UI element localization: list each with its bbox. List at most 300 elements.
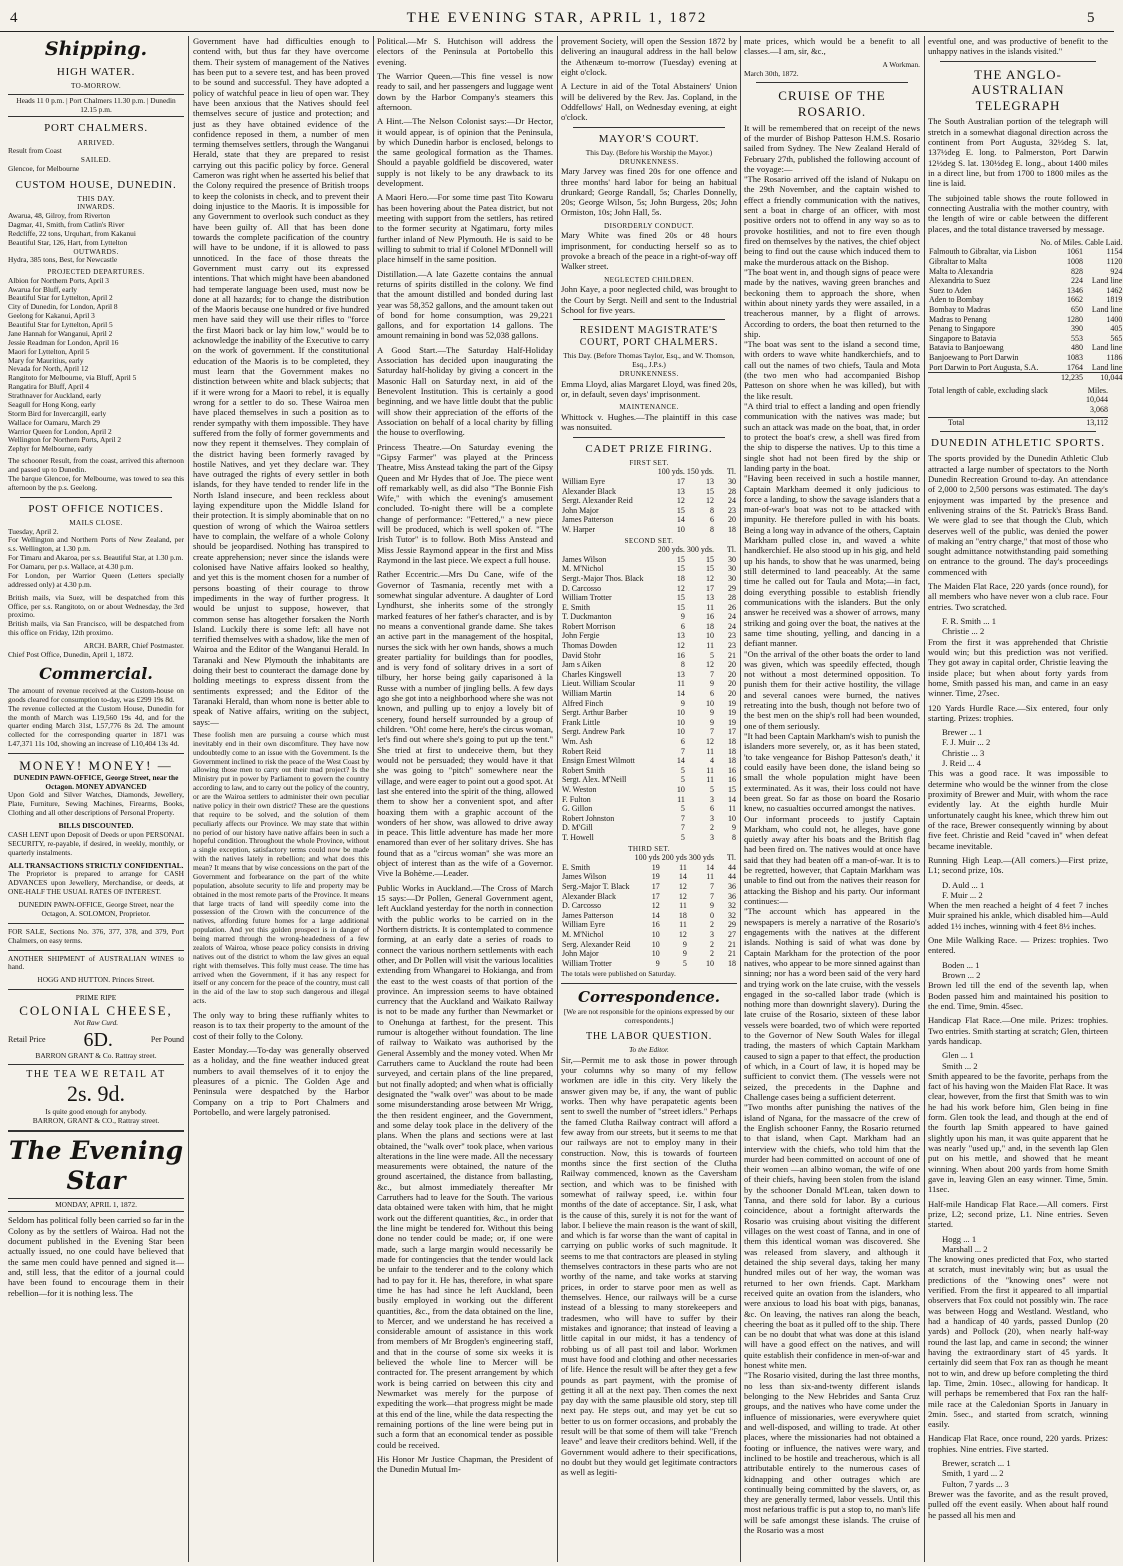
row-value: 18 xyxy=(728,524,736,534)
table-row xyxy=(561,795,737,805)
row-value: 0 xyxy=(710,910,714,920)
row-name: Sergt.-Major Thos. Black xyxy=(562,573,644,583)
sailed-text: Glencoe, for Melbourne xyxy=(8,163,80,173)
pawn-text: Upon Gold and Silver Watches, Diamonds, Jewellery, Plate, Furniture, Sewing Machines, Firearms, Books, Clothing and all other descriptions of Personal Property. xyxy=(8,790,184,818)
row-value: 1008 xyxy=(1067,257,1084,267)
table-row xyxy=(561,515,737,525)
row-value: 17 xyxy=(651,881,660,891)
race-4: One Mile Walking Race. — Prizes: trophies. Two entered. xyxy=(928,935,1108,956)
row-name: Sergt. Alex. M'Neill xyxy=(562,775,627,785)
retail-label: Retail Price xyxy=(8,1034,46,1044)
race-3: Running High Leap.—(All comers.)—First prize, L1; second prize, 10s. xyxy=(928,854,1108,876)
row-value: 18 xyxy=(676,573,685,583)
column-rule xyxy=(188,36,189,1562)
race-6: Half-mile Handicap Flat Race.—All comers. First prize, L2; second prize, L1. Nine entries. Seven started. xyxy=(928,1198,1108,1230)
row-value: 6 xyxy=(710,515,714,525)
row-name: David Stohr xyxy=(562,650,601,660)
table-row xyxy=(561,959,737,969)
row-value: 26 xyxy=(728,602,736,612)
row-value: 10 xyxy=(706,631,714,641)
row-value: 14 xyxy=(651,910,660,920)
divider xyxy=(8,989,184,990)
table-row xyxy=(928,257,1123,267)
table-row xyxy=(561,622,737,632)
table-row xyxy=(561,920,737,930)
row-value: 14 xyxy=(678,872,687,882)
row-value: 3 xyxy=(710,813,714,823)
projected-heading: PROJECTED DEPARTURES. xyxy=(47,268,145,277)
outwards-label: OUTWARDS. xyxy=(73,247,119,256)
news-warrior-queen: The Warrior Queen.—This fine vessel is now ready to sail, and her passengers and luggage went down by the Harbor Company's steamers this afternoon. xyxy=(377,70,553,112)
row-value: 1083 xyxy=(1067,352,1084,362)
row-value: 9 xyxy=(710,901,714,911)
per-pound-label: Per Pound xyxy=(150,1034,184,1044)
row-value: 23 xyxy=(728,631,736,641)
row-value: 5 xyxy=(680,775,685,785)
row-value: 24 xyxy=(728,621,736,631)
divider xyxy=(8,1130,184,1132)
row-name: Charles Kingswell xyxy=(562,669,622,679)
row-value: 19 xyxy=(728,717,736,727)
row-value: 11 xyxy=(679,920,687,930)
row-value: 11 xyxy=(706,641,714,651)
row-value: 17 xyxy=(706,583,714,593)
table-row xyxy=(561,718,737,728)
row-name: Gibraltar to Malta xyxy=(929,257,987,267)
race-3-report: When the men reached a height of 4 feet 7 inches Muir sprained his ankle, which disabled him—Auld added 1½ inches, winning with 4 feet 8½ inches. xyxy=(928,900,1108,931)
table-row xyxy=(561,949,737,959)
row-value: 1280 xyxy=(1067,314,1084,324)
cheese-price-row xyxy=(8,1028,184,1052)
row-value: 828 xyxy=(1071,266,1084,276)
row-name: Alexandria to Suez xyxy=(929,276,991,286)
row-name: Robert Smith xyxy=(562,765,605,775)
row-value: 12 xyxy=(706,660,714,670)
post-signature: ARCH. BARR, Chief Postmaster. xyxy=(83,641,184,651)
row-value: Land line xyxy=(1091,362,1123,372)
disorderly-label: DISORDERLY CONDUCT. xyxy=(604,221,694,230)
row-value: 9 xyxy=(680,698,685,708)
row-name: William Eyre xyxy=(562,476,605,486)
row-value: 10 xyxy=(676,717,685,727)
row-value: 8 xyxy=(710,505,714,515)
news-maori-hero: A Maori Hero.—For some time past Tito Kowaru has been hovering about the Patea district, but not meeting with support from the settlers, has retired to the former security at Ngatimaru, forty miles further inland of New Plymouth. He is said to be willing to submit to trial if Colonel M'Donnell will place himself in the same position. xyxy=(377,192,553,265)
row-value: 13 xyxy=(706,593,714,603)
row-value: 36 xyxy=(728,891,736,901)
table-row xyxy=(928,305,1123,315)
row-value: 13 xyxy=(706,476,714,486)
row-value: 10 xyxy=(651,939,660,949)
masthead xyxy=(0,0,1114,32)
column-rule xyxy=(373,36,374,1562)
table-row xyxy=(561,892,737,902)
row-value: 15 xyxy=(706,486,714,496)
row-name: Serg.-Major T. Black xyxy=(562,881,630,891)
row-value: 11 xyxy=(706,765,714,775)
news-rather-eccentric: Rather Eccentric.—Mrs Du Cane, wife of the Governor of Tasmania, recently met with a somewhat singular adventure. A daughter of Lord Lyndhurst, she inherits some of the strongly marked features of her father's character, and is by no means a conventional grande dame. She takes an active part in the management of the hospital, nurses the sick with her own hands, shows a much greater partiality for buildings than for poodles, and is very fond of solitary drives in a sort of tilbury, her horse being gaily caparisoned à la Russe with a number of jingling bells. A few days ago she got into a neighborhood where she was not known, and pulling up to enjoy a lovely bit of scenery, found herself surrounded by a group of children. "Oh! come here, here's the circus woman, let's find out where she's going to put up the tent." She tried at first to undeceive them, but they would not be persuaded; they would have it that she was going to "pitch" somewhere near the village, and were eager to point out a good spot. At last she entered into the spirit of the thing, allowed them to show her a convenient spot, and after hoaxing them with a graphic account of the wonders of her show, was allowed to drive away in peace. This little adventure has made her more enamored than ever of her solitary drives. She has found that as a "circus woman" she was more an object of interest than as the wife of a Governor. Vive la Bohème.—Leader. xyxy=(377,569,553,879)
divider xyxy=(573,437,725,438)
row-value: 20 xyxy=(728,679,736,689)
cable-length-values: Miles. 10,044 3,068 xyxy=(1086,385,1108,414)
race-1: The Maiden Flat Race, 220 yards (once round), for all members who have never won a club race. Four entries. Two scratched. xyxy=(928,581,1108,612)
race-4-report: Brown led till the end of the seventh lap, when Boden passed him and maintained his position to the end. Time, 9min. 45sec. xyxy=(928,980,1108,1011)
table-row xyxy=(561,679,737,689)
proprietor-text: The Proprietor is prepared to arrange for CASH ADVANCES upon Jewellery, Merchandise, or deeds, at ONE-HALF THE USUAL RATES OF INTEREST. xyxy=(8,869,184,897)
table-row xyxy=(561,747,737,757)
row-value: 12 xyxy=(676,583,685,593)
row-value: 12 xyxy=(678,891,687,901)
correspondence-heading: Correspondence. xyxy=(578,988,720,1007)
custom-house-heading: CUSTOM HOUSE, DUNEDIN. xyxy=(15,178,177,191)
row-value: 8 xyxy=(710,524,714,534)
drunkenness-label: DRUNKENNESS. xyxy=(619,157,679,166)
row-value: 27 xyxy=(728,929,736,939)
row-value: 6 xyxy=(680,621,685,631)
row-name: John Fergie xyxy=(562,631,600,641)
issue-date: MONDAY, APRIL 1, 1872. xyxy=(8,1198,184,1213)
row-value: 5 xyxy=(710,784,714,794)
row-name: Sergt. Andrew Park xyxy=(562,727,625,737)
letter-date: March 30th, 1872. xyxy=(744,68,799,78)
row-value: 12 xyxy=(706,496,714,506)
row-value: 4 xyxy=(710,756,714,766)
row-value: 1819 xyxy=(1106,295,1123,305)
row-value: 12 xyxy=(676,496,685,506)
correspondence-disclaimer: [We are not responsible for the opinions expressed by our correspondents.] xyxy=(563,1007,735,1026)
to-the-editor: To the Editor. xyxy=(629,1044,669,1054)
table-row xyxy=(928,363,1123,373)
telegraph-heading: THE ANGLO-AUSTRALIAN TELEGRAPH xyxy=(971,66,1065,113)
row-value: 14 xyxy=(676,515,685,525)
table-row xyxy=(928,343,1123,353)
post-signature-2: Chief Post Office, Dunedin, April 1, 1872. xyxy=(8,649,134,659)
race-2-results: Brewer ... 1 F. J. Muir ... 2 Christie ... 3 J. Reid ... 4 xyxy=(942,727,991,769)
row-value: 9 xyxy=(710,717,714,727)
barron-grant-2: BARRON, GRANT & CO., Rattray street. xyxy=(32,1115,160,1125)
row-name: William Trotter xyxy=(562,593,612,603)
row-value: 9 xyxy=(732,823,736,833)
row-value: 13 xyxy=(676,486,685,496)
row-value: 7 xyxy=(680,813,685,823)
row-name: Sergt. Alexander Reid xyxy=(562,496,633,506)
race-3-results: D. Auld ... 1 F. Muir ... 2 xyxy=(942,879,985,900)
row-value: 18 xyxy=(706,621,714,631)
not-raw-curd: Not Raw Curd. xyxy=(73,1017,119,1027)
row-value: 1061 xyxy=(1067,247,1084,257)
inwards-text: Awarua, 48, Gilroy, from Riverton Dagmar, 41, Smith, from Catlin's River Redcliffe, 22 tons, Urquhart, from Kakanui Beautiful Star, 126, Hart, from Lyttelton xyxy=(8,211,136,247)
tide-table: Heads 11 0 p.m. | Port Chalmers 11.30 p.m. | Dunedin 12.15 p.m. xyxy=(8,94,184,118)
commercial-text: The amount of revenue received at the Custom-house on goods cleared for consumption to-day, was £299 19s 8d. The revenue collected at the Custom House, Dunedin for the month of March was L19,560 19s 4d, and for the quarter ending March 31st, L57,776 8s 2d. The amount collected for the corresponding quarter in 1871 was L47,371 11s 10d, showing an increase of L10,404 13s 4d. xyxy=(8,685,184,749)
page-number-right: 5 xyxy=(1087,10,1096,26)
row-value: 5 xyxy=(710,650,714,660)
row-name: Robert Johnston xyxy=(562,813,615,823)
row-name: Aden to Bombay xyxy=(929,295,984,305)
row-name: Penang to Singapore xyxy=(929,324,996,334)
row-name: James Wilson xyxy=(562,554,607,564)
row-name: D. M'Gill xyxy=(562,823,593,833)
row-value: 11 xyxy=(728,804,736,814)
table-row xyxy=(561,603,737,613)
row-value: 5 xyxy=(682,958,687,968)
row-name: G. Gillon xyxy=(562,804,593,814)
row-value: Land line xyxy=(1091,343,1123,353)
row-value: 3 xyxy=(710,929,714,939)
row-value: 11 xyxy=(679,862,687,872)
race-5-results: Glen ... 1 Smith ... 2 xyxy=(942,1050,978,1071)
row-name: T. Howell xyxy=(562,832,594,842)
row-name: Jam s Aiken xyxy=(562,660,602,670)
table-row xyxy=(928,353,1123,363)
shipping-note: The schooner Result, from the coast, arrived this afternoon and passed up to Dunedin. The barque Glencoe, for Melbourne, was towed to sea this afternoon by the p.s. Geelong. xyxy=(8,456,184,492)
cable-length-label: Total length of cable, excluding slack xyxy=(928,385,1048,395)
table-row xyxy=(561,555,737,565)
row-value: 18 xyxy=(728,756,736,766)
row-value: 1346 xyxy=(1067,285,1084,295)
table-row xyxy=(561,872,737,882)
row-value: 565 xyxy=(1110,333,1123,343)
letter-end: mate prices, which would be a benefit to all classes.—I am, sir, &c., xyxy=(744,36,920,57)
row-value: 18 xyxy=(678,910,687,920)
row-value: 10 xyxy=(651,929,660,939)
row-value: 16 xyxy=(651,920,660,930)
table-row xyxy=(561,911,737,921)
table-row xyxy=(561,833,737,843)
row-value: 24 xyxy=(728,496,736,506)
row-value: 9 xyxy=(710,708,714,718)
row-value: 44 xyxy=(728,862,736,872)
table-header-row: 100 yds. 150 yds. Tl. xyxy=(657,467,736,477)
row-name: W. Harper xyxy=(562,524,596,534)
row-value: 1462 xyxy=(1106,285,1123,295)
row-value: 1400 xyxy=(1106,314,1123,324)
row-name: D. Carcosso xyxy=(562,901,602,911)
table-row xyxy=(928,324,1123,334)
rm-court-heading: RESIDENT MAGISTRATE'S COURT, PORT CHALMERS. xyxy=(579,325,719,349)
row-name: Singapore to Batavia xyxy=(929,333,997,343)
row-value: 10 xyxy=(728,813,736,823)
table-header-row: 100 yds 200 yds 300 yds Tl. xyxy=(634,853,736,863)
cable-length-row xyxy=(928,386,1108,415)
divider xyxy=(573,127,725,128)
cable-total-row xyxy=(928,417,1108,428)
rosario-heading: CRUISE OF THE ROSARIO. xyxy=(778,88,886,119)
news-justice-chapman: His Honor Mr Justice Chapman, the President of the Dunedin Mutual Im- xyxy=(377,1453,553,1475)
row-value: 1120 xyxy=(1106,257,1123,267)
row-value: 3 xyxy=(710,832,714,842)
row-value: 15 xyxy=(676,554,685,564)
row-value: 224 xyxy=(1071,276,1084,286)
row-name: John Major xyxy=(562,949,599,959)
sailed-label: SAILED. xyxy=(80,156,112,165)
row-value: 32 xyxy=(728,910,736,920)
telegraph-text-2: The subjoined table shows the route followed in connecting Australia with the mother country, with the length of wire or cable between the different places, and the total distance traversed by message. xyxy=(928,192,1108,234)
tea-heading: THE TEA WE RETAIL AT xyxy=(26,1069,166,1081)
neglected-label: NEGLECTED CHILDREN. xyxy=(604,275,694,284)
post-office-heading: POST OFFICE NOTICES. xyxy=(28,502,164,515)
row-name: John Major xyxy=(562,505,599,515)
row-value: 13 xyxy=(676,631,685,641)
row-value: 11 xyxy=(679,901,687,911)
row-value: 12 xyxy=(678,929,687,939)
arrived-label: ARRIVED. xyxy=(77,138,115,147)
high-water-heading: HIGH WATER. xyxy=(56,65,136,78)
row-value: 10 xyxy=(676,708,685,718)
table-row xyxy=(561,814,737,824)
row-name: Wm. Ash xyxy=(562,737,593,747)
mails-close-label: MAILS CLOSE. xyxy=(69,518,123,527)
row-value: 32 xyxy=(728,901,736,911)
row-name: M. M'Nichol xyxy=(562,929,604,939)
pawn-signature: DUNEDIN PAWN-OFFICE, George Street, near the Octagon, A. SOLOMON, Proprietor. xyxy=(18,900,174,918)
row-value: 28 xyxy=(728,593,736,603)
outwards-text: Hydra, 385 tons, Best, for Newcastle xyxy=(8,255,118,265)
row-value: 15 xyxy=(706,564,714,574)
third-set-label: THIRD SET. xyxy=(628,844,670,853)
row-name: William Eyre xyxy=(562,920,605,930)
post-text-2: British mails, via Suez, will be despatched from this Office, per s.s. Rangitoto, on or about Wednesday, the 3rd proximo. British mails, via San Francisco, will be despatched from this office on Friday, 12th proximo. xyxy=(8,592,184,638)
row-value: 1662 xyxy=(1067,295,1084,305)
disorderly-text: Mary White was fined 20s or 48 hours imprisonment, for conducting herself so as to provoke a breach of the peace in a right-of-way off Walker street. xyxy=(561,230,737,272)
table-row xyxy=(561,727,737,737)
money-heading: MONEY! MONEY! — xyxy=(19,758,173,774)
row-name: Thomas Dowden xyxy=(562,641,617,651)
row-name: Banjoewang to Port Darwin xyxy=(929,352,1019,362)
row-value: 20 xyxy=(728,669,736,679)
second-set-label: SECOND SET. xyxy=(624,536,674,545)
row-value: 10 xyxy=(676,524,685,534)
news-good-start: A Good Start.—The Saturday Half-Holiday Association has decided upon inaugurating the Saturday half-holiday by giving a concert in the Masonic Hall on Saturday next, in aid of the Benevolent Institution. This is certainly a good beginning, and we have little doubt that the public will show their appreciation of the efforts of the Association on behalf of a local charity by filling the house to overflowing. xyxy=(377,344,553,438)
divider xyxy=(20,497,172,498)
row-name: James Patterson xyxy=(562,515,614,525)
row-value: 6 xyxy=(680,737,685,747)
row-name: Frank Little xyxy=(562,717,600,727)
divider xyxy=(8,950,184,951)
race-7-report: Brewer was the favorite, and as the result proved, pulled off the event easily. When about half round he passed all his men and xyxy=(928,1489,1108,1520)
row-value: 23 xyxy=(728,641,736,651)
row-name: D. Carcosso xyxy=(562,583,602,593)
mayors-court-sub: This Day. (Before his Worship the Mayor.) xyxy=(585,147,713,157)
drunkenness-text: Mary Jarvey was fined 20s for one offence and three months' hard labor for being an habitual drunkard; George Randall, 5s; Charles Donnelly, 20s; George Wilson, 5s; John Burgess, 20s; John Ormiston, 10s; John Hall, 5s. xyxy=(561,166,737,218)
row-name: Sergt. Arthur Barber xyxy=(562,708,628,718)
row-value: 28 xyxy=(728,486,736,496)
column-rule xyxy=(924,36,925,1562)
hogg-hutton: HOGG AND HUTTON. Princes Street. xyxy=(37,975,155,985)
table-row xyxy=(561,641,737,651)
neglected-text: John Kaye, a poor neglected child, was brought to the Court by Sergt. Neill and sent to the Industrial School for five years. xyxy=(561,284,737,315)
row-value: 13 xyxy=(676,669,685,679)
race-7: Handicap Flat Race, once round, 220 yards. Prizes: trophies. Nine entries. Five started. xyxy=(928,1433,1108,1454)
row-name: Suez to Aden xyxy=(929,285,972,295)
drunkenness-2-label: DRUNKENNESS. xyxy=(619,369,679,378)
tea-note: Is quite good enough for anybody. xyxy=(45,1106,147,1116)
row-value: 2 xyxy=(710,939,714,949)
row-value: 30 xyxy=(728,573,736,583)
row-value: 2 xyxy=(710,949,714,959)
rosario-end: eventful one, and was productive of benefit to the unhappy natives in the islands visited." xyxy=(928,36,1108,57)
table-row xyxy=(561,756,737,766)
race-2-report: This was a good race. It was impossible to determine who would be the winner from the close proximity of Brewer and Muir, with whom the race evidently lay. At the eighth hurdle Muir unfortunately caught his knee, which threw him out of the race, Brewer consequently winning by about five feet. Christie and Reid "caved in" when defeat became inevitable. xyxy=(928,768,1108,851)
departures-list: Albion for Northern Ports, April 3 Awarua for Bluff, early Beautiful Star for Lyttelton, April 2 City of Dunedin, for London, April 8 Geelong for Kakanui, April 3 Beautiful Star for Lyttelton, April 5 Jane Hannah for Wanganui, April 2 Jessie Readman for London, April 16 Maori for Lyttelton, April 5 Mary for Mauritius, early Nevada for North, April 12 Rangitoto for Melbourne, via Bluff, April 5 Rangatira for Bluff, April 4 Strathnaver for Auckland, early Seagull for Hong Kong, early Storm Bird for Invercargill, early Wallace for Oamaru, March 29 Warrior Queen for London, April 2 Wellington for Northern Ports, April 2 Zephyr for Melbourne, early xyxy=(8,275,137,454)
row-value: 10 xyxy=(706,698,714,708)
column-1 xyxy=(8,36,184,1562)
this-day-label: THIS DAY. xyxy=(77,194,115,203)
athletic-sports-intro: The sports provided by the Dunedin Athletic Club attracted a large number of spectators to the North Dunedin Recreation Ground to-day. An attendance of 2,000 to 2,500 persons was estimated. The day's enjoyment was imparted by the presence and enlivening strains of the St. Patrick's Brass Band. We were glad to see that though the Club, which deserves well of the public, was denied the power of making an "entry charge," that most of those who sought admittance notwithstanding paid something on entrance to the ground. The day's proceedings commenced with xyxy=(928,453,1108,577)
column-3 xyxy=(377,36,553,1562)
port-chalmers-heading: PORT CHALMERS. xyxy=(44,122,148,135)
table-row xyxy=(561,593,737,603)
row-name: Falmouth to Gibraltar, via Lisbon xyxy=(929,247,1037,257)
row-value: 23 xyxy=(728,505,736,515)
confidential-label: ALL TRANSACTIONS STRICTLY CONFIDENTIAL. xyxy=(8,860,184,870)
row-value: 7 xyxy=(710,891,714,901)
row-value: 15 xyxy=(676,593,685,603)
table-row xyxy=(561,882,737,892)
table-row xyxy=(561,631,737,641)
row-value: 15 xyxy=(728,784,736,794)
column-5 xyxy=(744,36,920,1562)
news-distillation: Distillation.—A late Gazette contains the annual returns of spirits distilled in the colony. We find that the amount distilled and bonded during last year was 58,352 gallons, and the amount taken out of bond for home consumption, was 29,221 gallons, and for exportation 14 gallons. The amount remaining in bond was 52,038 gallons. xyxy=(377,268,553,341)
news-princess-theatre: Princess Theatre.—On Saturday evening the "Gipsy Farmer" was played at the Princess Theatre, Miss Anstead taking the part of the Gipsy Queen and Mr Hydes that of Joe. The piece went off remarkably well, as did also "The Bonnie Fish Wife," with which the evening's amusement concluded. To-night there will be a complete change of performance: "Fettered," a new piece will be produced, which is well spoken of. "The Irish Tutor" is to follow. Both Miss Anstead and Miss Jessie Raymond appear in the first and Miss Raymond in the last piece. We expect a full house. xyxy=(377,441,553,565)
page-title: THE EVENING STAR, APRIL 1, 1872 xyxy=(406,10,708,26)
table-row xyxy=(928,276,1123,286)
row-value: 924 xyxy=(1110,266,1123,276)
maintenance-text: Whittock v. Hughes.—The plaintiff in this case was nonsuited. xyxy=(561,411,737,433)
row-value: 18 xyxy=(728,958,736,968)
row-value: 7 xyxy=(680,746,685,756)
row-value: 19 xyxy=(651,872,660,882)
tea-price: 2s. 9d. xyxy=(66,1081,126,1107)
row-name: Alexander Black xyxy=(562,891,616,901)
table-total-row: 12,235 10,044 xyxy=(928,373,1123,383)
race-7-results: Brewer, scratch ... 1 Smith, 1 yard ... 2 Fulton, 7 yards ... 3 xyxy=(942,1458,1011,1489)
cheese-price: 6D. xyxy=(83,1028,113,1051)
row-value: 16 xyxy=(676,650,685,660)
barron-grant-1: BARRON GRANT & Co. Rattray street. xyxy=(35,1050,157,1060)
divider xyxy=(8,923,184,924)
row-value: 5 xyxy=(680,804,685,814)
table-row xyxy=(561,823,737,833)
athletic-sports-heading: DUNEDIN ATHLETIC SPORTS. xyxy=(931,437,1105,450)
row-name: Bombay to Madras xyxy=(929,305,991,314)
table-row xyxy=(561,660,737,670)
table-row xyxy=(561,689,737,699)
row-value: 18 xyxy=(728,746,736,756)
shipping-heading: Shipping. xyxy=(44,38,148,60)
table-row xyxy=(561,737,737,747)
prime-ripe: PRIME RIPE xyxy=(75,993,117,1003)
table-row xyxy=(928,247,1123,257)
row-value: 17 xyxy=(728,727,736,737)
table-row xyxy=(561,574,737,584)
letter-signature: A Workman. xyxy=(882,59,920,69)
row-value: 12 xyxy=(678,881,687,891)
row-name: Malta to Alexandria xyxy=(929,266,993,276)
row-value: 29 xyxy=(728,583,736,593)
table-row xyxy=(561,496,737,506)
row-value: 14 xyxy=(728,794,736,804)
article-wairoa: Government have had difficulties enough to contend with, but thus far they have overcome them. Their system of management of the Natives has been put to a severe test, and has been proved to be sound and successful. They have adopted a policy of watchful peace in lieu of open war. They have been anxious that the Natives should feel themselves secure of justice and protection; and just as they have obtained evidence of the confidence reposed in them, a number of men terming themselves settlers, through the Wanganui Herald, state that they are prepared to resist carrying out this pacific policy by force. General Cameron was right when he asserted his belief that the Colony required the presence of British troops to keep the colonists in check, and to prevent their doing injustice to the Maoris. It is impossible for any Government to overlook such conduct as they have been guilty of. All that has been done towards the complete pacification of the country will have to be undone, if it is allowed to pass unnoticed. In the face of those threats the Government must carry out its expressed intentions. That which might have been abandoned had temperate language been used, must now be done at all hazards; for to change the distribution of the Maoris because one hundred or five hundred men have said they will use their rifles to "force the first Maori back or lay him low," would be to acknowledge the inability of the Executive to carry on the work of government. If the constitutional education of the Maoris is to be completed, they must learn that the Government makes no distinction between white and black subjects; that if it were wrong for a Maori to rebel, it is equally wrong for a settler to do so. These Wairoa men have placed themselves in such a position as to render sympathy with them impossible. They have suffered from the folly of former governments and now they repent it themselves. They complain of the district having been formerly ravaged by hostile Natives, and yet they declare war. They have outraged the rights of every settler in both islands, for they have tended to render life in the North Island insecure, and been reckless about laying expenditure upon the Middle Island for their protection. It is simply abominable that on no question of wrong of which the Wairoa settlers have to complain, the welfare of a whole Colony should be jeopardised. Nothing has transpired to create apprehension; never since the islands were colonised have Native affairs looked so healthy, and yet this is the moment chosen for a number of persons boasting of their courage to throw impediments in the way of further progress. It would be unjust to suppose, however, that common sense has altogether forsaken the North Island. Luckily there is some left: all have not terrified themselves with a shadow, like the men of Wairoa and the Editor of the Wanganui Herald. In Taranaki and New Plymouth the inhabitants are doing their best to counteract the damage done by holding meetings to express dissent from the sentiments expressed; and the Editor of the Taranaki Herald, than whom none is better able to speak of Native affairs, writing on the subject, says:— xyxy=(193,36,369,727)
row-value: 20 xyxy=(728,515,736,525)
row-value: 16 xyxy=(706,612,714,622)
table-row xyxy=(561,584,737,594)
row-value: 14 xyxy=(676,756,685,766)
row-name: Ensign Ernest Wilmott xyxy=(562,756,635,766)
news-lecture: A Lecture in aid of the Total Abstainers' Union will be delivered by the Rev. Jas. Copland, in the Oddfellows' Hall, on Wednesday evening, at eight o'clock. xyxy=(561,81,737,123)
row-value: 405 xyxy=(1110,324,1123,334)
row-name: Alexander Black xyxy=(562,486,616,496)
row-value: 15 xyxy=(676,602,685,612)
news-political: Political.—Mr S. Hutchison will address the electors of the Peninsula at Portobello this evening. xyxy=(377,36,553,67)
